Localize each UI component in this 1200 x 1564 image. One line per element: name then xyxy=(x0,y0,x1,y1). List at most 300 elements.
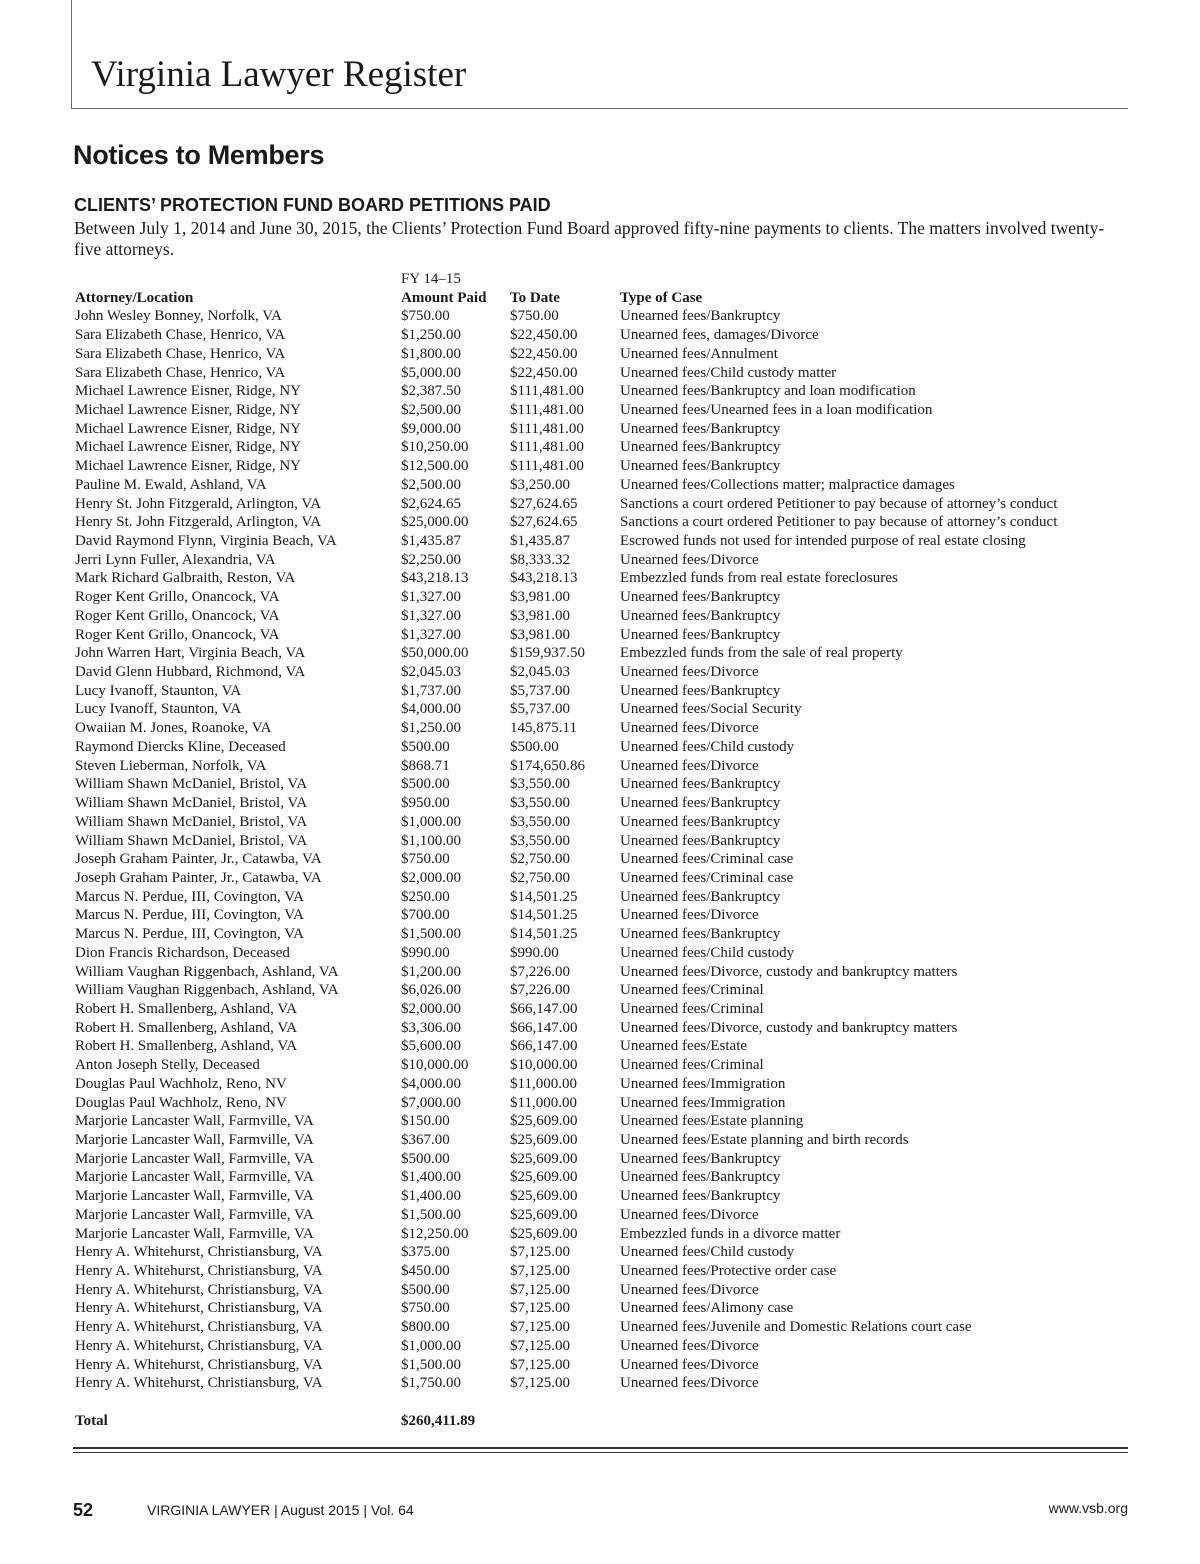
row-amount-paid: $750.00 xyxy=(401,308,450,325)
row-to-date: $3,981.00 xyxy=(510,607,570,624)
row-attorney: Marjorie Lancaster Wall, Farmville, VA xyxy=(75,1169,314,1186)
row-type-of-case: Unearned fees/Divorce xyxy=(620,551,759,568)
row-amount-paid: $2,250.00 xyxy=(401,551,461,568)
row-to-date: $14,501.25 xyxy=(510,926,578,943)
table-row xyxy=(75,944,1135,963)
row-to-date: $7,125.00 xyxy=(510,1337,570,1354)
row-attorney: Joseph Graham Painter, Jr., Catawba, VA xyxy=(75,869,322,886)
table-row xyxy=(75,1150,1135,1169)
row-amount-paid: $367.00 xyxy=(401,1132,450,1148)
table-row xyxy=(75,1112,1135,1131)
row-amount-paid: $375.00 xyxy=(401,1244,450,1261)
row-to-date: $990.00 xyxy=(510,944,559,961)
table-header-row xyxy=(75,289,1135,308)
row-amount-paid: $500.00 xyxy=(401,1150,450,1167)
row-attorney: Sara Elizabeth Chase, Henrico, VA xyxy=(75,364,286,381)
row-type-of-case: Unearned fees/Bankruptcy xyxy=(620,888,781,905)
table-header-fy-row xyxy=(75,270,1135,289)
table-row xyxy=(75,1206,1135,1225)
row-amount-paid: $2,624.65 xyxy=(401,495,461,512)
table-row xyxy=(75,1318,1135,1337)
table-row xyxy=(75,607,1135,626)
row-amount-paid: $500.00 xyxy=(401,1281,450,1298)
table-row xyxy=(75,850,1135,869)
table-row xyxy=(75,1037,1135,1056)
row-attorney: Pauline M. Ewald, Ashland, VA xyxy=(75,476,267,493)
row-attorney: Marjorie Lancaster Wall, Farmville, VA xyxy=(75,1225,314,1242)
row-amount-paid: $250.00 xyxy=(401,888,450,905)
table-row xyxy=(75,1019,1135,1038)
row-to-date: $8,333.32 xyxy=(510,551,570,568)
row-to-date: $2,750.00 xyxy=(510,851,570,868)
row-type-of-case: Unearned fees/Bankruptcy xyxy=(620,682,781,699)
row-type-of-case: Unearned fees/Divorce xyxy=(620,1337,759,1354)
row-type-of-case: Unearned fees/Bankruptcy xyxy=(620,439,781,456)
row-to-date: $25,609.00 xyxy=(510,1225,578,1242)
row-to-date: $2,045.03 xyxy=(510,664,570,681)
row-attorney: William Vaughan Riggenbach, Ashland, VA xyxy=(75,963,339,980)
row-type-of-case: Unearned fees/Child custody xyxy=(620,944,795,961)
table-row xyxy=(75,1243,1135,1262)
row-type-of-case: Unearned fees/Alimony case xyxy=(620,1300,794,1317)
row-attorney: Michael Lawrence Eisner, Ridge, NY xyxy=(75,458,301,475)
row-type-of-case: Unearned fees/Criminal case xyxy=(620,851,794,868)
masthead-title: Virginia Lawyer Register xyxy=(91,54,467,95)
table-row xyxy=(75,794,1135,813)
row-amount-paid: $2,387.50 xyxy=(401,383,461,400)
row-to-date: $25,609.00 xyxy=(510,1150,578,1167)
row-type-of-case: Unearned fees/Criminal case xyxy=(620,869,794,886)
row-to-date: 145,875.11 xyxy=(510,720,577,737)
row-type-of-case: Unearned fees/Bankruptcy xyxy=(620,926,781,943)
row-attorney: William Vaughan Riggenbach, Ashland, VA xyxy=(75,982,339,999)
table-row xyxy=(75,906,1135,925)
row-amount-paid: $1,327.00 xyxy=(401,607,461,624)
row-type-of-case: Unearned fees/Divorce xyxy=(620,1281,759,1298)
row-attorney: Marjorie Lancaster Wall, Farmville, VA xyxy=(75,1132,314,1148)
row-to-date: $7,125.00 xyxy=(510,1319,570,1336)
row-attorney: Henry A. Whitehurst, Christiansburg, VA xyxy=(75,1300,323,1317)
row-amount-paid: $868.71 xyxy=(401,757,450,774)
section-heading: CLIENTS’ PROTECTION FUND BOARD PETITIONS PAID xyxy=(74,195,551,215)
row-to-date: $111,481.00 xyxy=(510,458,584,475)
row-attorney: Mark Richard Galbraith, Reston, VA xyxy=(75,570,296,587)
row-type-of-case: Unearned fees/Divorce, custody and bankruptcy matters xyxy=(620,1019,958,1036)
row-to-date: $174,650.86 xyxy=(510,757,585,774)
row-attorney: Robert H. Smallenberg, Ashland, VA xyxy=(75,1000,298,1017)
row-type-of-case: Unearned fees/Child custody matter xyxy=(620,364,837,381)
table-row xyxy=(75,626,1135,645)
row-type-of-case: Unearned fees/Bankruptcy and loan modification xyxy=(620,383,916,400)
row-type-of-case: Sanctions a court ordered Petitioner to pay because of attorney’s conduct xyxy=(620,495,1058,512)
table-row xyxy=(75,1225,1135,1244)
row-type-of-case: Unearned fees/Bankruptcy xyxy=(620,607,781,624)
row-type-of-case: Unearned fees/Bankruptcy xyxy=(620,776,781,793)
page-footer xyxy=(73,1500,1128,1522)
row-to-date: $11,000.00 xyxy=(510,1075,577,1092)
row-attorney: Raymond Diercks Kline, Deceased xyxy=(75,738,286,755)
row-attorney: Jerri Lynn Fuller, Alexandria, VA xyxy=(75,551,276,568)
row-to-date: $111,481.00 xyxy=(510,439,584,456)
row-to-date: $7,226.00 xyxy=(510,982,570,999)
table-row xyxy=(75,457,1135,476)
row-attorney: Henry St. John Fitzgerald, Arlington, VA xyxy=(75,495,322,512)
row-amount-paid: $1,327.00 xyxy=(401,626,461,643)
row-attorney: Robert H. Smallenberg, Ashland, VA xyxy=(75,1038,298,1055)
table-row xyxy=(75,551,1135,570)
row-type-of-case: Unearned fees/Bankruptcy xyxy=(620,626,781,643)
row-type-of-case: Unearned fees/Divorce xyxy=(620,1356,759,1373)
row-to-date: $27,624.65 xyxy=(510,495,578,512)
row-to-date: $3,550.00 xyxy=(510,795,570,812)
row-to-date: $7,125.00 xyxy=(510,1281,570,1298)
total-row xyxy=(75,1411,675,1431)
row-to-date: $14,501.25 xyxy=(510,888,578,905)
table-row xyxy=(75,1056,1135,1075)
row-amount-paid: $1,250.00 xyxy=(401,720,461,737)
row-amount-paid: $50,000.00 xyxy=(401,645,469,662)
publication-info: VIRGINIA LAWYER | August 2015 | Vol. 64 xyxy=(147,1502,414,1518)
table-row xyxy=(75,326,1135,345)
row-to-date: $111,481.00 xyxy=(510,383,584,400)
row-to-date: $159,937.50 xyxy=(510,645,585,662)
row-attorney: Marjorie Lancaster Wall, Farmville, VA xyxy=(75,1113,314,1130)
row-to-date: $3,550.00 xyxy=(510,813,570,830)
footer-rule-thick xyxy=(73,1447,1128,1449)
row-attorney: Henry A. Whitehurst, Christiansburg, VA xyxy=(75,1337,323,1354)
row-type-of-case: Unearned fees, damages/Divorce xyxy=(620,327,819,344)
row-amount-paid: $25,000.00 xyxy=(401,514,469,531)
table-row xyxy=(75,1000,1135,1019)
table-row xyxy=(75,1299,1135,1318)
row-attorney: Michael Lawrence Eisner, Ridge, NY xyxy=(75,383,301,400)
table-row xyxy=(75,1094,1135,1113)
row-amount-paid: $2,500.00 xyxy=(401,476,461,493)
table-row xyxy=(75,1075,1135,1094)
row-type-of-case: Unearned fees/Immigration xyxy=(620,1075,786,1092)
table-row xyxy=(75,1262,1135,1281)
row-amount-paid: $4,000.00 xyxy=(401,701,461,718)
table-row xyxy=(75,1374,1135,1393)
table-row xyxy=(75,981,1135,1000)
row-amount-paid: $1,000.00 xyxy=(401,1337,461,1354)
row-to-date: $14,501.25 xyxy=(510,907,578,924)
row-amount-paid: $1,327.00 xyxy=(401,589,461,606)
row-attorney: Joseph Graham Painter, Jr., Catawba, VA xyxy=(75,851,322,868)
intro-paragraph: Between July 1, 2014 and June 30, 2015, the Clients’ Protection Fund Board approved fifty-nine payments to clients. The matters involved twenty-five attorneys. xyxy=(74,218,1105,259)
row-amount-paid: $1,000.00 xyxy=(401,813,461,830)
table-row xyxy=(75,1187,1135,1206)
row-amount-paid: $12,500.00 xyxy=(401,458,469,475)
row-type-of-case: Unearned fees/Child custody xyxy=(620,738,795,755)
row-to-date: $25,609.00 xyxy=(510,1169,578,1186)
row-attorney: Douglas Paul Wachholz, Reno, NV xyxy=(75,1094,287,1111)
row-to-date: $2,750.00 xyxy=(510,869,570,886)
row-to-date: $111,481.00 xyxy=(510,401,584,418)
row-to-date: $22,450.00 xyxy=(510,345,578,362)
row-to-date: $3,550.00 xyxy=(510,832,570,849)
table-row xyxy=(75,438,1135,457)
row-amount-paid: $150.00 xyxy=(401,1113,450,1130)
row-type-of-case: Unearned fees/Child custody xyxy=(620,1244,795,1261)
row-type-of-case: Unearned fees/Bankruptcy xyxy=(620,832,781,849)
table-row xyxy=(75,401,1135,420)
table-row xyxy=(75,307,1135,326)
masthead-horizontal-rule xyxy=(71,108,1128,109)
row-attorney: Robert H. Smallenberg, Ashland, VA xyxy=(75,1019,298,1036)
row-amount-paid: $700.00 xyxy=(401,907,450,924)
row-type-of-case: Unearned fees/Divorce xyxy=(620,1206,759,1223)
row-amount-paid: $1,800.00 xyxy=(401,345,461,362)
row-attorney: Owaiian M. Jones, Roanoke, VA xyxy=(75,720,272,737)
column-header-attorney: Attorney/Location xyxy=(75,289,194,306)
row-amount-paid: $6,026.00 xyxy=(401,982,461,999)
row-amount-paid: $450.00 xyxy=(401,1263,450,1280)
page-number: 52 xyxy=(73,1500,94,1520)
table-row xyxy=(75,420,1135,439)
row-type-of-case: Unearned fees/Bankruptcy xyxy=(620,813,781,830)
row-attorney: Henry St. John Fitzgerald, Arlington, VA xyxy=(75,514,322,531)
row-type-of-case: Unearned fees/Protective order case xyxy=(620,1263,837,1280)
total-label: Total xyxy=(75,1413,108,1429)
row-type-of-case: Unearned fees/Social Security xyxy=(620,701,802,718)
table-row xyxy=(75,869,1135,888)
row-type-of-case: Unearned fees/Bankruptcy xyxy=(620,795,781,812)
row-attorney: Henry A. Whitehurst, Christiansburg, VA xyxy=(75,1319,323,1336)
row-type-of-case: Unearned fees/Bankruptcy xyxy=(620,1150,781,1167)
row-amount-paid: $10,250.00 xyxy=(401,439,469,456)
row-type-of-case: Unearned fees/Unearned fees in a loan modification xyxy=(620,401,933,418)
row-amount-paid: $990.00 xyxy=(401,944,450,961)
table-row xyxy=(75,925,1135,944)
table-row xyxy=(75,719,1135,738)
row-to-date: $25,609.00 xyxy=(510,1113,578,1130)
table-row xyxy=(75,682,1135,701)
row-to-date: $7,125.00 xyxy=(510,1263,570,1280)
row-attorney: Henry A. Whitehurst, Christiansburg, VA xyxy=(75,1244,323,1261)
row-type-of-case: Unearned fees/Estate xyxy=(620,1038,748,1055)
row-amount-paid: $800.00 xyxy=(401,1319,450,1336)
row-attorney: Sara Elizabeth Chase, Henrico, VA xyxy=(75,327,286,344)
row-amount-paid: $2,045.03 xyxy=(401,664,461,681)
row-attorney: Steven Lieberman, Norfolk, VA xyxy=(75,757,267,774)
row-to-date: $5,737.00 xyxy=(510,682,570,699)
table-row xyxy=(75,513,1135,532)
row-type-of-case: Unearned fees/Juvenile and Domestic Relations court case xyxy=(620,1319,972,1336)
row-type-of-case: Unearned fees/Divorce xyxy=(620,720,759,737)
table-row xyxy=(75,832,1135,851)
row-amount-paid: $1,500.00 xyxy=(401,1356,461,1373)
table-row xyxy=(75,738,1135,757)
table-row xyxy=(75,476,1135,495)
row-amount-paid: $1,737.00 xyxy=(401,682,461,699)
row-to-date: $25,609.00 xyxy=(510,1188,578,1205)
row-to-date: $22,450.00 xyxy=(510,364,578,381)
table-row xyxy=(75,888,1135,907)
table-row xyxy=(75,1356,1135,1375)
row-amount-paid: $4,000.00 xyxy=(401,1075,461,1092)
row-attorney: Marjorie Lancaster Wall, Farmville, VA xyxy=(75,1188,314,1205)
row-type-of-case: Embezzled funds from the sale of real property xyxy=(620,645,903,662)
section-title: Notices to Members xyxy=(73,140,325,170)
row-attorney: Roger Kent Grillo, Onancock, VA xyxy=(75,607,280,624)
row-amount-paid: $9,000.00 xyxy=(401,420,461,437)
row-amount-paid: $1,500.00 xyxy=(401,1206,461,1223)
row-type-of-case: Unearned fees/Criminal xyxy=(620,982,764,999)
row-type-of-case: Unearned fees/Annulment xyxy=(620,345,778,362)
row-type-of-case: Unearned fees/Estate planning xyxy=(620,1113,804,1130)
row-type-of-case: Unearned fees/Bankruptcy xyxy=(620,420,781,437)
row-type-of-case: Unearned fees/Criminal xyxy=(620,1057,764,1074)
row-amount-paid: $1,750.00 xyxy=(401,1375,461,1392)
row-to-date: $3,250.00 xyxy=(510,476,570,493)
table-row xyxy=(75,364,1135,383)
row-type-of-case: Unearned fees/Bankruptcy xyxy=(620,458,781,475)
row-amount-paid: $2,500.00 xyxy=(401,401,461,418)
row-to-date: $7,125.00 xyxy=(510,1300,570,1317)
row-amount-paid: $1,100.00 xyxy=(401,832,461,849)
row-type-of-case: Unearned fees/Collections matter; malpractice damages xyxy=(620,476,955,493)
row-amount-paid: $3,306.00 xyxy=(401,1019,461,1036)
row-to-date: $27,624.65 xyxy=(510,514,578,531)
row-to-date: $5,737.00 xyxy=(510,701,570,718)
row-amount-paid: $2,000.00 xyxy=(401,869,461,886)
row-attorney: Michael Lawrence Eisner, Ridge, NY xyxy=(75,420,301,437)
masthead-vertical-rule xyxy=(71,0,72,109)
fy-label: FY 14–15 xyxy=(401,271,461,287)
row-attorney: Marcus N. Perdue, III, Covington, VA xyxy=(75,888,305,905)
row-amount-paid: $1,435.87 xyxy=(401,533,461,549)
row-to-date: $3,550.00 xyxy=(510,776,570,793)
row-type-of-case: Sanctions a court ordered Petitioner to pay because of attorney’s conduct xyxy=(620,514,1058,531)
row-amount-paid: $1,400.00 xyxy=(401,1188,461,1205)
row-attorney: John Wesley Bonney, Norfolk, VA xyxy=(75,308,282,325)
row-attorney: William Shawn McDaniel, Bristol, VA xyxy=(75,795,308,812)
row-attorney: Douglas Paul Wachholz, Reno, NV xyxy=(75,1075,287,1092)
table-row xyxy=(75,569,1135,588)
row-attorney: William Shawn McDaniel, Bristol, VA xyxy=(75,776,308,793)
row-to-date: $66,147.00 xyxy=(510,1000,578,1017)
row-attorney: Michael Lawrence Eisner, Ridge, NY xyxy=(75,401,301,418)
table-body xyxy=(75,307,1135,1393)
row-type-of-case: Unearned fees/Bankruptcy xyxy=(620,1169,781,1186)
row-to-date: $7,125.00 xyxy=(510,1356,570,1373)
table-row xyxy=(75,532,1135,551)
petitions-table xyxy=(75,270,1135,1393)
table-row xyxy=(75,345,1135,364)
footer-rule-thin xyxy=(73,1452,1128,1453)
row-to-date: $22,450.00 xyxy=(510,327,578,344)
row-type-of-case: Unearned fees/Divorce xyxy=(620,757,759,774)
row-amount-paid: $5,000.00 xyxy=(401,364,461,381)
table-row xyxy=(75,1281,1135,1300)
website-link[interactable]: www.vsb.org xyxy=(1048,1500,1128,1516)
row-to-date: $43,218.13 xyxy=(510,570,578,587)
row-attorney: Marcus N. Perdue, III, Covington, VA xyxy=(75,926,305,943)
table-row xyxy=(75,757,1135,776)
row-amount-paid: $2,000.00 xyxy=(401,1000,461,1017)
row-to-date: $25,609.00 xyxy=(510,1206,578,1223)
row-attorney: Lucy Ivanoff, Staunton, VA xyxy=(75,701,242,718)
row-attorney: David Raymond Flynn, Virginia Beach, VA xyxy=(75,533,337,549)
row-to-date: $7,125.00 xyxy=(510,1244,570,1261)
table-row xyxy=(75,663,1135,682)
row-to-date: $750.00 xyxy=(510,308,559,325)
row-type-of-case: Unearned fees/Estate planning and birth records xyxy=(620,1132,909,1148)
total-amount: $260,411.89 xyxy=(401,1413,476,1429)
table-row xyxy=(75,963,1135,982)
row-to-date: $66,147.00 xyxy=(510,1019,578,1036)
table-row xyxy=(75,813,1135,832)
row-amount-paid: $1,250.00 xyxy=(401,327,461,344)
row-attorney: Henry A. Whitehurst, Christiansburg, VA xyxy=(75,1356,323,1373)
row-type-of-case: Unearned fees/Divorce xyxy=(620,907,759,924)
table-row xyxy=(75,495,1135,514)
row-amount-paid: $1,200.00 xyxy=(401,963,461,980)
row-attorney: Roger Kent Grillo, Onancock, VA xyxy=(75,626,280,643)
row-amount-paid: $12,250.00 xyxy=(401,1225,469,1242)
column-header-to-date: To Date xyxy=(510,289,560,306)
row-amount-paid: $10,000.00 xyxy=(401,1057,469,1074)
row-amount-paid: $750.00 xyxy=(401,1300,450,1317)
table-row xyxy=(75,775,1135,794)
column-header-type: Type of Case xyxy=(620,289,703,306)
row-to-date: $3,981.00 xyxy=(510,589,570,606)
row-to-date: $7,125.00 xyxy=(510,1375,570,1392)
row-attorney: Marjorie Lancaster Wall, Farmville, VA xyxy=(75,1206,314,1223)
row-attorney: Marjorie Lancaster Wall, Farmville, VA xyxy=(75,1150,314,1167)
table-row xyxy=(75,382,1135,401)
row-type-of-case: Unearned fees/Bankruptcy xyxy=(620,1188,781,1205)
row-to-date: $500.00 xyxy=(510,738,559,755)
row-attorney: Henry A. Whitehurst, Christiansburg, VA xyxy=(75,1375,323,1392)
row-amount-paid: $500.00 xyxy=(401,738,450,755)
row-type-of-case: Unearned fees/Immigration xyxy=(620,1094,786,1111)
row-type-of-case: Unearned fees/Bankruptcy xyxy=(620,589,781,606)
row-attorney: Dion Francis Richardson, Deceased xyxy=(75,944,290,961)
row-type-of-case: Unearned fees/Criminal xyxy=(620,1000,764,1017)
row-to-date: $66,147.00 xyxy=(510,1038,578,1055)
row-amount-paid: $43,218.13 xyxy=(401,570,469,587)
row-attorney: John Warren Hart, Virginia Beach, VA xyxy=(75,645,306,662)
row-amount-paid: $7,000.00 xyxy=(401,1094,461,1111)
row-to-date: $10,000.00 xyxy=(510,1057,578,1074)
row-to-date: $25,609.00 xyxy=(510,1132,578,1148)
row-attorney: Henry A. Whitehurst, Christiansburg, VA xyxy=(75,1263,323,1280)
row-attorney: Roger Kent Grillo, Onancock, VA xyxy=(75,589,280,606)
row-type-of-case: Embezzled funds from real estate foreclosures xyxy=(620,570,898,587)
table-row xyxy=(75,1337,1135,1356)
table-row xyxy=(75,700,1135,719)
row-attorney: Marcus N. Perdue, III, Covington, VA xyxy=(75,907,305,924)
row-attorney: William Shawn McDaniel, Bristol, VA xyxy=(75,832,308,849)
row-to-date: $3,981.00 xyxy=(510,626,570,643)
row-to-date: $1,435.87 xyxy=(510,533,570,549)
row-to-date: $7,226.00 xyxy=(510,963,570,980)
row-type-of-case: Unearned fees/Divorce xyxy=(620,664,759,681)
row-amount-paid: $950.00 xyxy=(401,795,450,812)
row-amount-paid: $5,600.00 xyxy=(401,1038,461,1055)
table-row xyxy=(75,588,1135,607)
row-attorney: Henry A. Whitehurst, Christiansburg, VA xyxy=(75,1281,323,1298)
row-attorney: Lucy Ivanoff, Staunton, VA xyxy=(75,682,242,699)
row-amount-paid: $1,400.00 xyxy=(401,1169,461,1186)
row-to-date: $11,000.00 xyxy=(510,1094,577,1111)
row-type-of-case: Unearned fees/Divorce, custody and bankruptcy matters xyxy=(620,963,958,980)
table-row xyxy=(75,644,1135,663)
row-attorney: Anton Joseph Stelly, Deceased xyxy=(75,1057,260,1074)
row-attorney: David Glenn Hubbard, Richmond, VA xyxy=(75,664,306,681)
